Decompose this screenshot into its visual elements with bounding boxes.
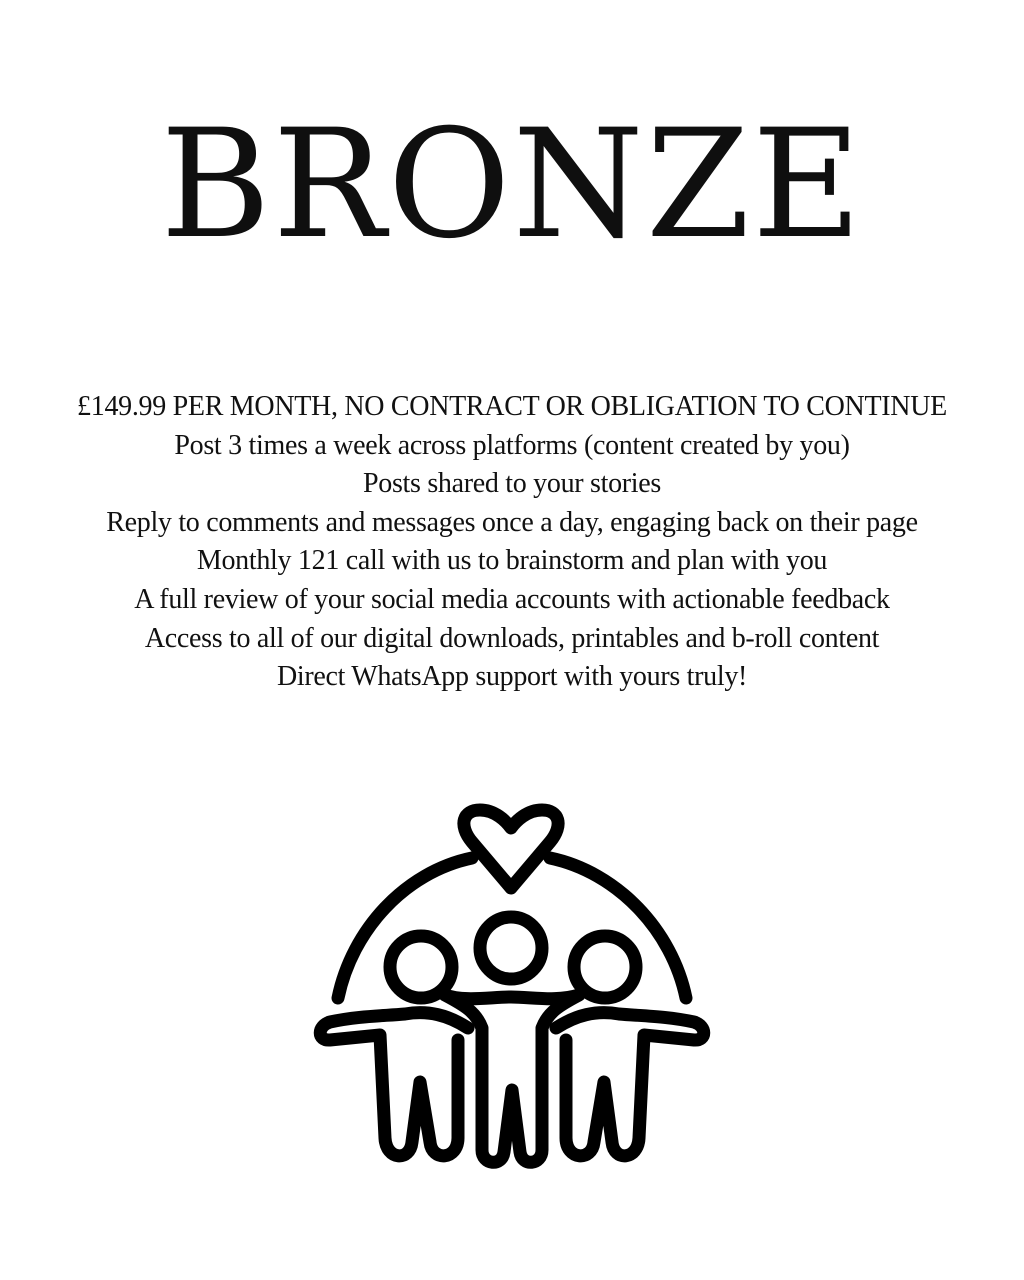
feature-posting: Post 3 times a week across platforms (content created by you) [174,429,850,461]
right-head [574,936,636,998]
feature-price: £149.99 PER MONTH, NO CONTRACT OR OBLIGATION TO CONTINUE [77,391,947,422]
feature-downloads: Access to all of our digital downloads, printables and b-roll content [144,622,880,654]
feature-whatsapp-support: Direct WhatsApp support with yours truly! [276,661,748,693]
feature-engagement: Reply to comments and messages once a day, engaging back on their page [106,506,918,538]
feature-stories: Posts shared to your stories [362,468,662,500]
center-head [480,917,542,979]
left-figure [320,1013,468,1156]
left-head [390,936,452,998]
feature-monthly-call: Monthly 121 call with us to brainstorm and plan with you [196,545,828,577]
heart-shape [464,810,558,888]
family-heart-icon [300,790,724,1180]
package-features-list [0,388,1024,697]
package-title: BRONZE [160,98,864,272]
right-figure [556,1013,704,1156]
feature-account-review: A full review of your social media accounts with actionable feedback [134,583,890,615]
